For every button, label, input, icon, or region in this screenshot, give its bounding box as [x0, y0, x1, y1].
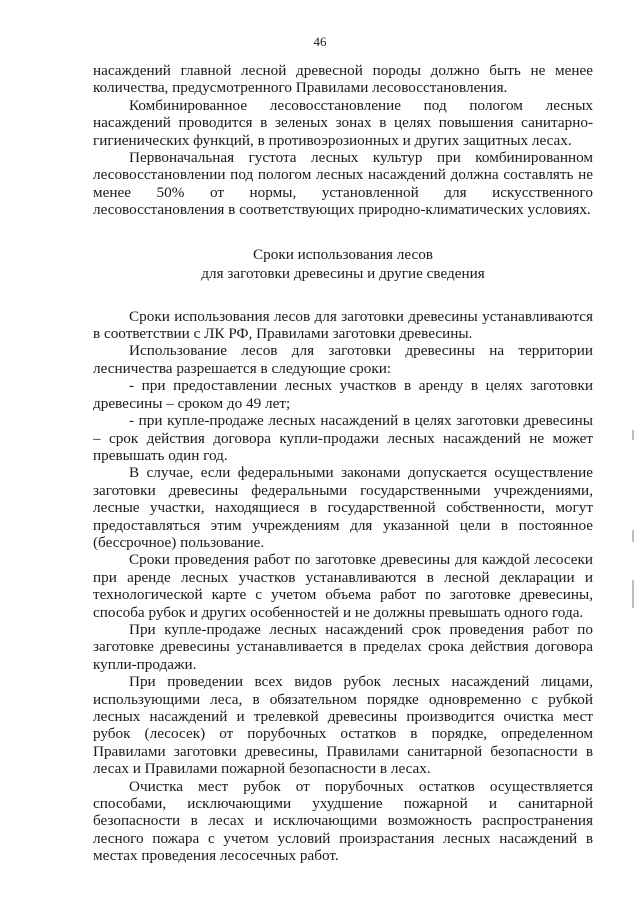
body-paragraph: Первоначальная густота лесных культур при комбинированном лесовосстановлении под пологом лесных насаждений должна составлять не менее 50% от нормы, установленной для искусственного лесовосстановления в соответствующих природно-климатических условиях.: [93, 149, 593, 219]
body-paragraph: Очистка мест рубок от порубочных остатков осуществляется способами, исключающими ухудшение пожарной и санитарной безопасности в лесах и исключающими возможность распространения лесного пожара с учетом условий произрастания лесных насаждений в местах проведения лесосечных работ.: [93, 777, 593, 865]
body-paragraph: Использование лесов для заготовки древесины на территории лесничества разрешается в следующие сроки:: [93, 342, 593, 377]
body-paragraph: Комбинированное лесовосстановление под пологом лесных насаждений проводится в зеленых зонах в целях повышения санитарно-гигиенических функций, в противоэрозионных и других защитных лесах.: [93, 96, 593, 149]
body-paragraph: Сроки использования лесов для заготовки древесины устанавливаются в соответствии с ЛК РФ, Правилами заготовки древесины.: [93, 307, 593, 343]
body-paragraph: При проведении всех видов рубок лесных насаждений лицами, использующими леса, в обязательном порядке одновременно с рубкой лесных насаждений и трелевкой древесины производится очистка мест рубок (лесосек) от порубочных остатков в порядке, определенном Правилами заготовки древесины, Правилами санитарной безопасности в лесах и Правилами пожарной безопасности в лесах.: [93, 673, 593, 778]
section-heading-line: для заготовки древесины и другие сведения: [201, 264, 485, 282]
list-item: - при предоставлении лесных участков в аренду в целях заготовки древесины – сроком до 49 лет;: [93, 377, 593, 412]
section-heading: [93, 245, 593, 283]
body-paragraph: Сроки проведения работ по заготовке древесины для каждой лесосеки при аренде лесных участков устанавливаются в лесной декларации и технологической карте с учетом объема работ по заготовке древесины, способа рубок и других особенностей и не должны превышать одного года.: [93, 551, 593, 621]
scan-edge-mark: [632, 580, 634, 608]
body-paragraph: В случае, если федеральными законами допускается осуществление заготовки древесины федеральными государственными учреждениями, лесные участки, находящиеся в государственной собственности, могут предоставляться этим учреждениям для указанной цели в постоянное (бессрочное) пользование.: [93, 464, 593, 551]
scan-edge-mark: [632, 530, 634, 542]
scan-edge-mark: [632, 430, 634, 440]
document-body: [93, 62, 593, 865]
body-paragraph: При купле-продаже лесных насаждений срок проведения работ по заготовке древесины устанавливается в пределах срока действия договора купли-продажи.: [93, 620, 593, 673]
page-number: 46: [313, 34, 327, 49]
section-heading-line: Сроки использования лесов: [253, 245, 433, 263]
body-paragraph: насаждений главной лесной древесной породы должно быть не менее количества, предусмотренного Правилами лесовосстановления.: [93, 62, 593, 97]
list-item: - при купле-продаже лесных насаждений в целях заготовки древесины – срок действия договора купли-продажи лесных насаждений не может превышать один год.: [93, 412, 593, 464]
